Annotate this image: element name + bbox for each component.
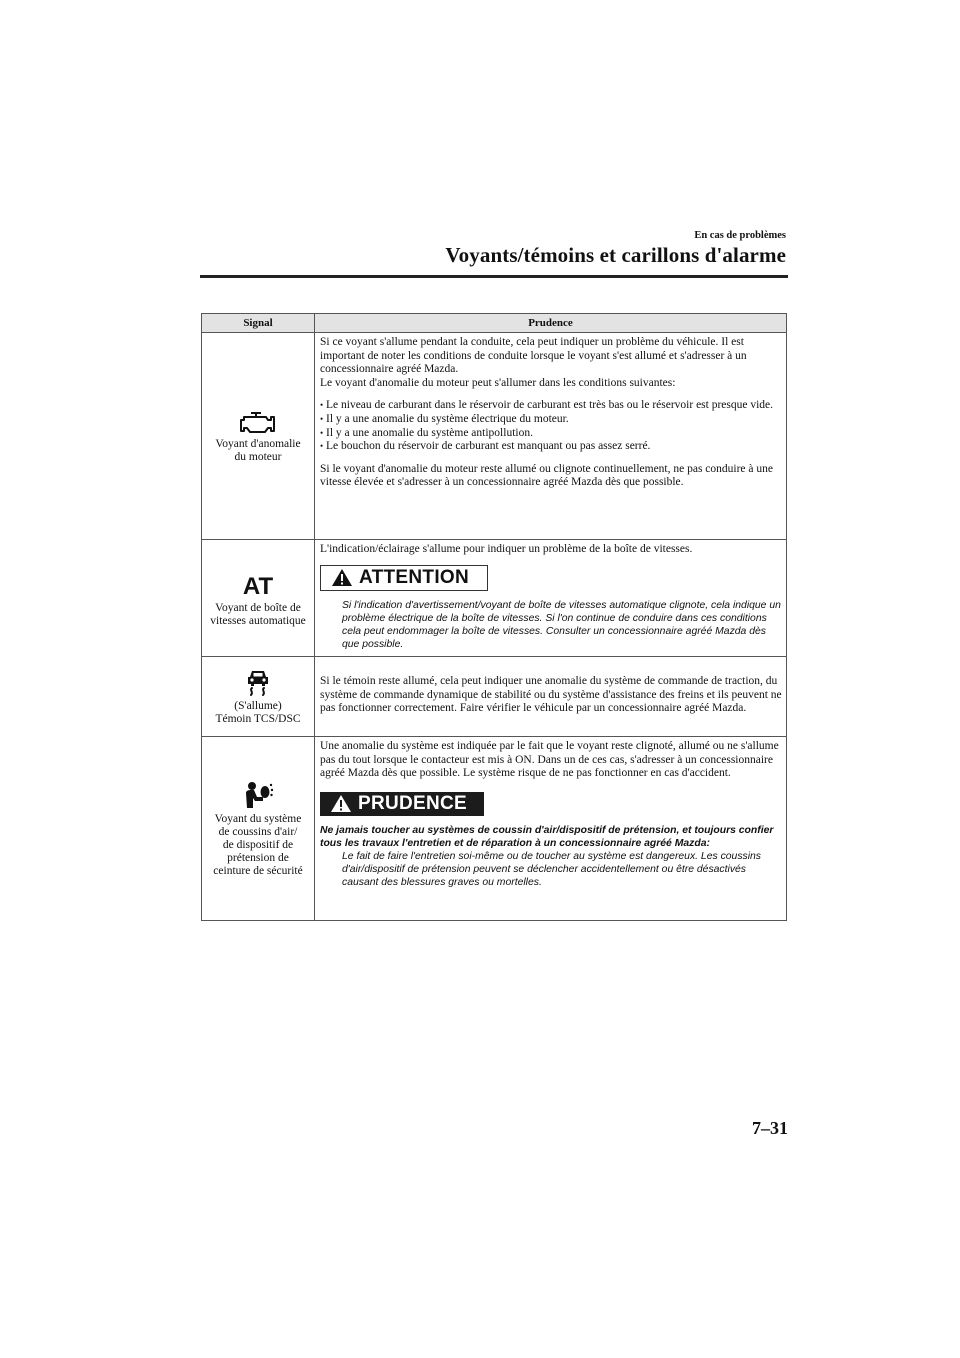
signal-cell xyxy=(202,657,315,737)
attention-banner xyxy=(320,565,488,591)
bullet-item: • Il y a une anomalie du système antipollution. xyxy=(320,427,782,441)
at-icon: AT xyxy=(242,572,274,600)
paragraph: Si ce voyant s'allume pendant la conduite, cela peut indiquer un problème du véhicule. Il est important de noter les conditions de conduite lorsque le voyant s'est allumé et s'adresser à un concessionnaire agréé Mazda. xyxy=(320,336,747,376)
prudence-banner xyxy=(320,792,484,816)
signal-label-line: Témoin TCS/DSC xyxy=(215,713,301,725)
table-row xyxy=(202,540,787,657)
warning-lights-table xyxy=(201,313,787,921)
page-number: 7–31 xyxy=(752,1118,788,1138)
bullet-item: • Le bouchon du réservoir de carburant est manquant ou pas assez serré. xyxy=(320,440,782,454)
signal-cell xyxy=(202,333,315,540)
column-header-signal: Signal xyxy=(202,314,315,333)
signal-cell xyxy=(202,540,315,657)
warning-triangle-icon xyxy=(331,568,353,587)
table-header-row xyxy=(202,314,787,333)
table-row xyxy=(202,657,787,737)
prudence-cell xyxy=(315,737,787,921)
bullet-item: • Le niveau de carburant dans le réservoir de carburant est très bas ou le réservoir est presque vide. xyxy=(320,399,782,413)
paragraph: Le voyant d'anomalie du moteur peut s'allumer dans les conditions suivantes: xyxy=(320,376,676,389)
signal-label-line: de coussins d'air/ xyxy=(218,825,298,838)
column-header-prudence: Prudence xyxy=(315,314,787,333)
signal-label-line: de dispositif de xyxy=(222,838,294,851)
engine-icon xyxy=(238,409,278,435)
tcs-dsc-icon xyxy=(243,667,273,697)
airbag-icon xyxy=(242,780,274,810)
section-title: En cas de problèmes xyxy=(694,230,786,241)
signal-label-line: ceinture de sécurité xyxy=(213,864,303,877)
paragraph: Si le voyant d'anomalie du moteur reste allumé ou clignote continuellement, ne pas conduire à une vitesse élevée et s'adresser à un concessionnaire agréé Mazda dès que possible. xyxy=(320,462,773,489)
prudence-cell xyxy=(315,657,787,737)
table-row xyxy=(202,333,787,540)
paragraph: Une anomalie du système est indiquée par le fait que le voyant reste clignoté, allumé ou ne s'allume pas du tout lorsque le contacteur est mis à ON. Dans un de ces cas, s'adresser à un concessionnaire agréé Mazda dès que possible. Le système risque de ne pas fonctionner en cas d'accident. xyxy=(320,740,779,780)
signal-label-line: du moteur xyxy=(234,450,282,463)
table-row xyxy=(202,737,787,921)
prudence-label: PRUDENCE xyxy=(358,792,468,814)
warning-text: Le fait de faire l'entretien soi-même ou de toucher au système est dangereux. Les coussins d'air/dispositif de prétension peuvent se déclencher accidentellement ou être désactivés causant des blessures graves ou mortelles. xyxy=(342,850,761,888)
signal-label-line: vitesses automatique xyxy=(210,614,306,627)
signal-label-line: prétension de xyxy=(227,851,289,864)
warning-text: Si l'indication d'avertissement/voyant de boîte de vitesses automatique clignote, cela indique un problème électrique de la boîte de vitesses. Si l'on continue de conduire dans ces conditions cela peut endommager la boîte de vitesses. Consulter un concessionnaire agréé Mazda dès que possible. xyxy=(342,599,781,650)
paragraph: Si le témoin reste allumé, cela peut indiquer une anomalie du système de commande de traction, du système de commande dynamique de stabilité ou du système d'assistance des freins et ils peuvent ne pas fonctionner correctement. Faire vérifier le véhicule par un concessionnaire agréé Mazda. xyxy=(320,675,782,715)
bullet-item: • Il y a une anomalie du système électrique du moteur. xyxy=(320,413,782,427)
attention-label: ATTENTION xyxy=(359,566,470,588)
header-rule xyxy=(200,275,788,278)
signal-label-line: Voyant de boîte de xyxy=(215,601,301,614)
paragraph: L'indication/éclairage s'allume pour indiquer un problème de la boîte de vitesses. xyxy=(320,543,693,555)
warning-bold-text: Ne jamais toucher au systèmes de coussin d'air/dispositif de prétension, et toujours confier tous les travaux l'entretien et de réparation à un concessionnaire agréé Mazda: xyxy=(320,824,774,849)
signal-label-line: (S'allume) xyxy=(234,700,282,712)
page-title: Voyants/témoins et carillons d'alarme xyxy=(445,243,786,267)
prudence-cell xyxy=(315,540,787,657)
signal-label-line: Voyant du système xyxy=(214,812,302,825)
warning-triangle-icon xyxy=(330,794,352,813)
signal-cell xyxy=(202,737,315,921)
prudence-cell xyxy=(315,333,787,540)
signal-label-line: Voyant d'anomalie xyxy=(215,437,301,450)
